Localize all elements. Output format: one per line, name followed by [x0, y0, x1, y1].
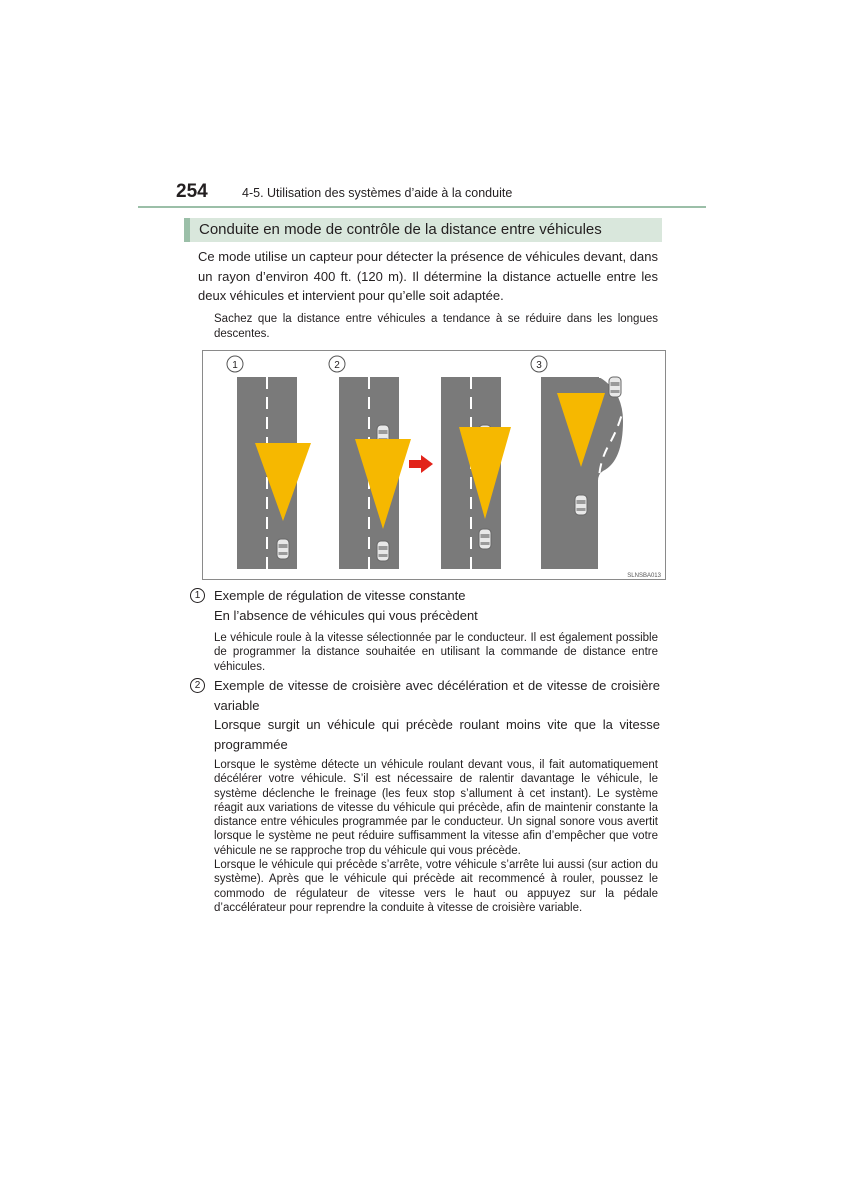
figure-svg [203, 351, 667, 581]
road-2b [441, 377, 511, 569]
item-subheading: En l’absence de véhicules qui vous précèdent [214, 607, 478, 623]
header-rule [138, 206, 706, 208]
list-item [190, 676, 660, 754]
own-vehicle-1 [277, 539, 289, 559]
figure-code: SLNSBA013 [627, 573, 661, 579]
own-vehicle-3 [575, 495, 587, 515]
item-body-paragraph: Lorsque le système détecte un véhicule roulant devant vous, il fait automatiquement décélérer votre véhicule. S’il est nécessaire de ralentir davantage le véhicule, le système déclenche le freinage (les feux stop s’allument à cet instant). Le système réagit aux variations de vitesse du véhicule qui précède, afin de maintenir constante la distance entre véhicules programmée par le conducteur. Un signal sonore vous avertit lorsque le système ne peut réduire suffisamment la vitesse afin d’empêcher que votre véhicule ne se rapproche trop du véhicule qui vous précède. [214, 759, 658, 857]
trailing-vehicle-2b [479, 529, 491, 549]
figure-label-3: 3 [536, 360, 542, 371]
item-body [214, 631, 658, 674]
road-1 [237, 377, 311, 569]
item-body-paragraph: Lorsque le véhicule qui précède s’arrête, votre véhicule s’arrête lui aussi (sur action du système). Après que le véhicule qui précède ait recommencé à rouler, poussez le commodo de régulateur de vitesse vers le haut ou appuyez sur la pédale d’accélérateur pour reprendre la conduite à vitesse de croisière variable. [214, 859, 658, 914]
transition-arrow [409, 455, 433, 473]
item-body [214, 758, 658, 915]
road-3 [541, 377, 627, 569]
own-vehicle-2 [377, 541, 389, 561]
heading-bar [184, 218, 662, 242]
road-2 [339, 377, 411, 569]
section-title: 4-5. Utilisation des systèmes d’aide à la conduite [242, 186, 513, 200]
figure-label-1: 1 [232, 360, 238, 371]
item-heading: Exemple de régulation de vitesse constante [214, 588, 466, 603]
item-number: 1 [190, 588, 205, 603]
list-item [190, 586, 660, 625]
intro-paragraph: Ce mode utilise un capteur pour détecter la présence de véhicules devant, dans un rayon d’environ 400 ft. (120 m). Il détermine la distance actuelle entre les deux véhicules et intervient pour qu’elle soit adaptée. [198, 249, 658, 303]
item-number: 2 [190, 678, 205, 693]
distance-control-figure [202, 350, 666, 580]
figure-label-2: 2 [334, 360, 340, 371]
item-body-paragraph: Le véhicule roule à la vitesse sélectionnée par le conducteur. Il est également possible de programmer la distance souhaitée en utilisant la commande de distance entre véhicules. [214, 632, 658, 673]
page-number: 254 [176, 181, 208, 202]
item-heading: Exemple de vitesse de croisière avec décélération et de vitesse de croisière variable [214, 678, 660, 713]
heading-text: Conduite en mode de contrôle de la distance entre véhicules [199, 221, 602, 238]
lead-vehicle-3 [609, 377, 621, 397]
item-subheading: Lorsque surgit un véhicule qui précède roulant moins vite que la vitesse programmée [214, 717, 660, 752]
note-paragraph: Sachez que la distance entre véhicules a tendance à se réduire dans les longues descentes. [214, 313, 658, 340]
